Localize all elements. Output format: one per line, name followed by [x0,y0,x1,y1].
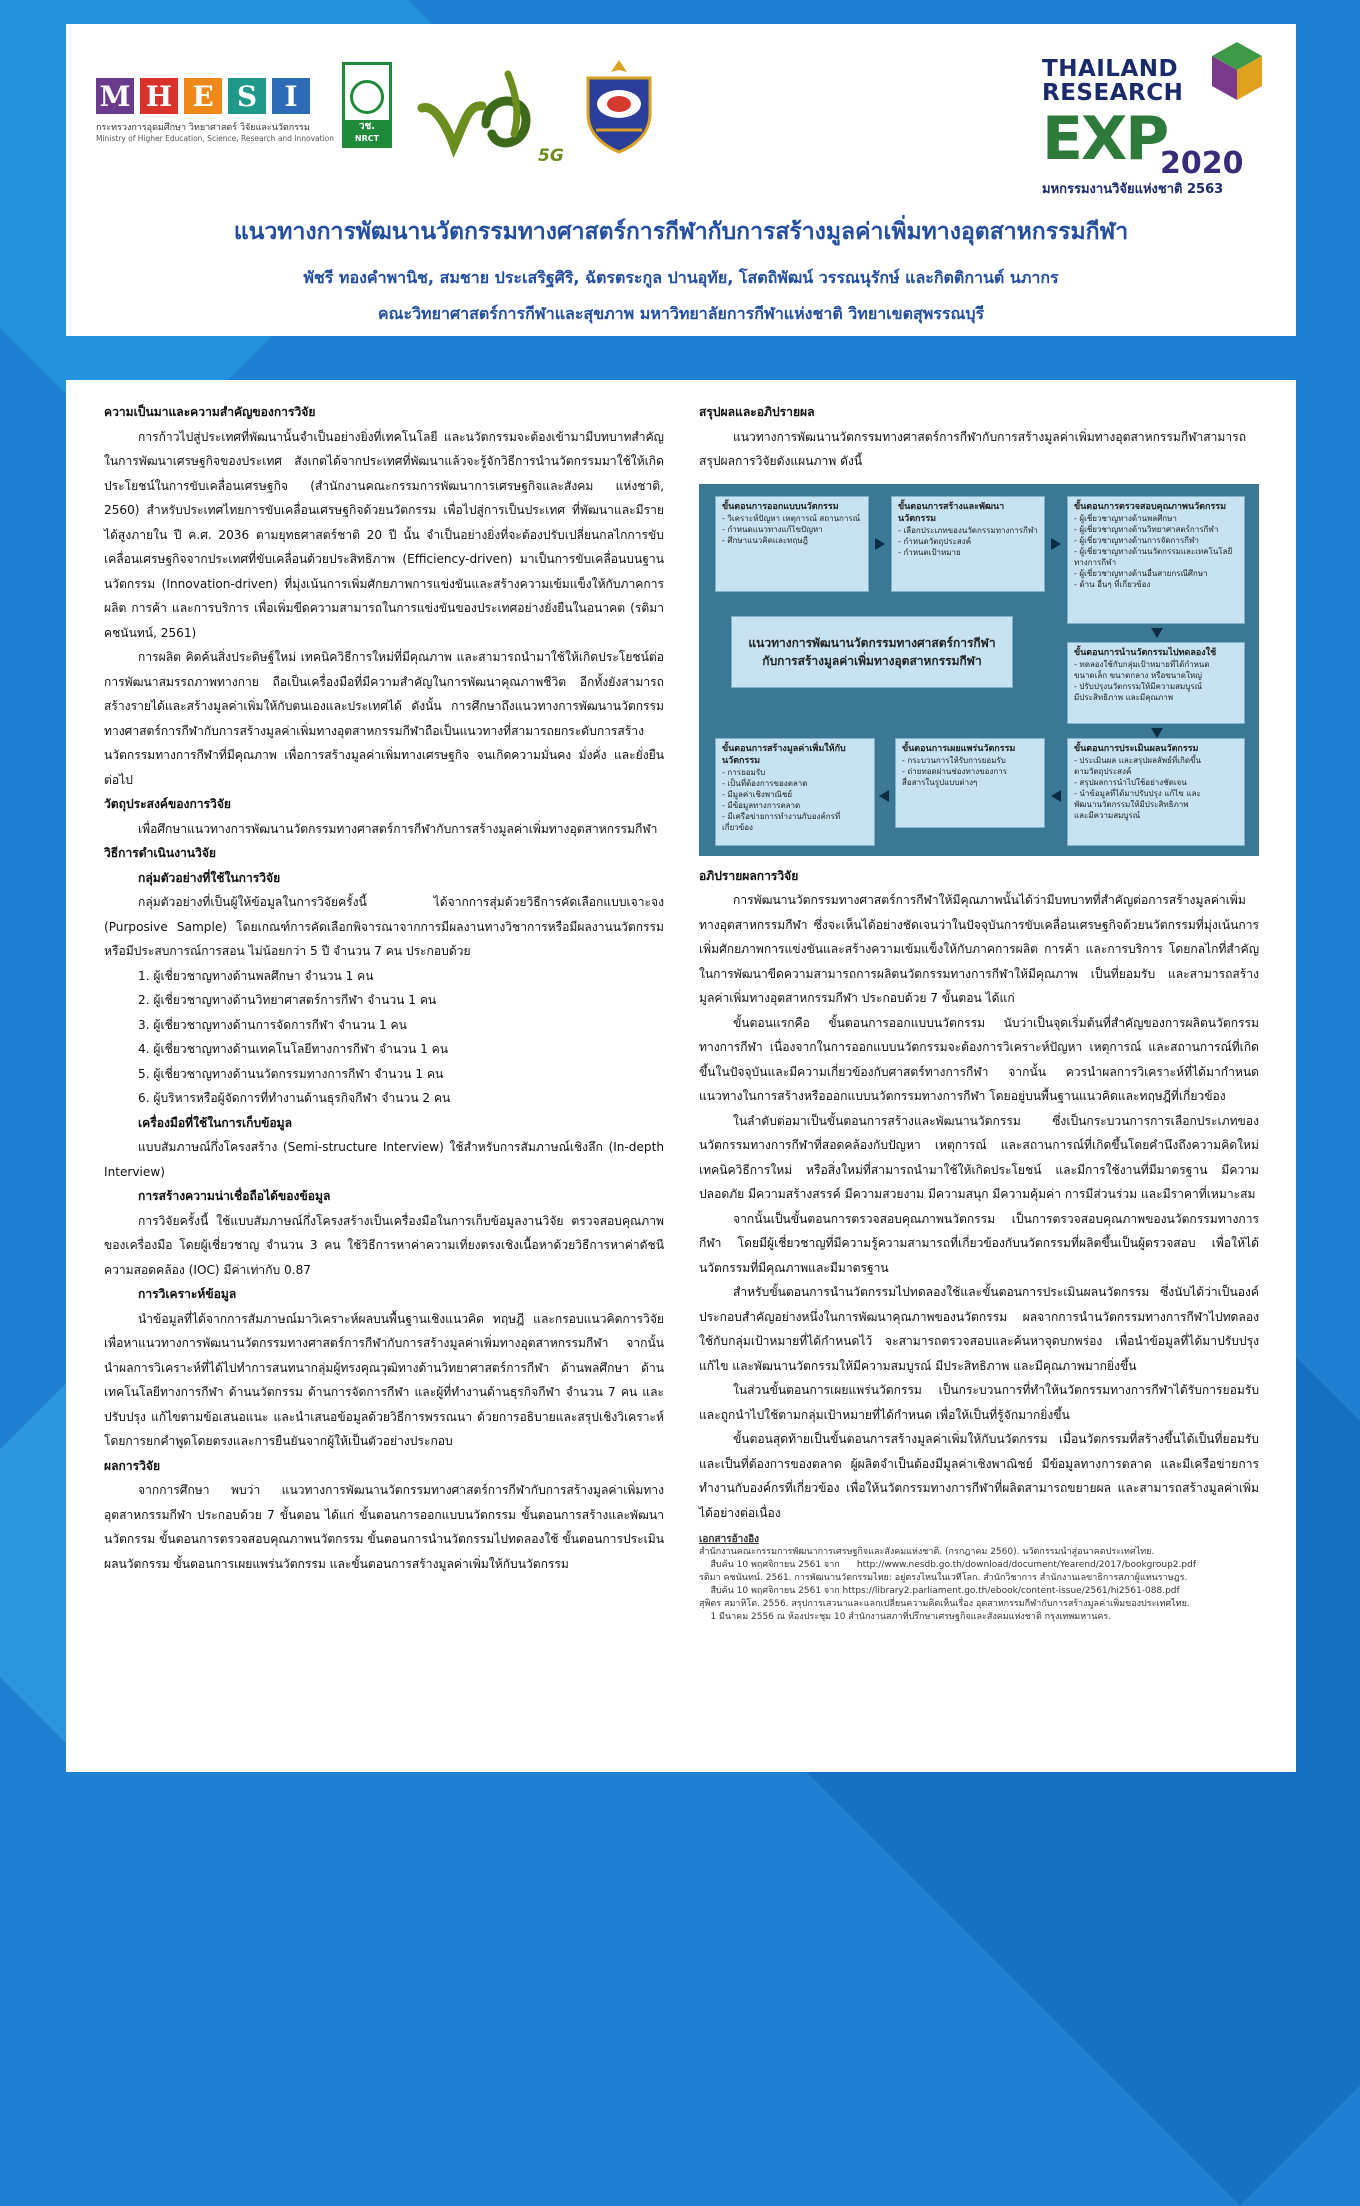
paragraph: แบบสัมภาษณ์กึ่งโครงสร้าง (Semi-structure Interview) ใช้สำหรับการสัมภาษณ์เชิงลึก (In-depth Interview) [104,1140,664,1179]
step-item: - ประเมินผล และสรุปผลลัพธ์ที่เกิดขึ้น [1074,755,1201,765]
nrct-logo [342,62,392,148]
reference-line: สำนักงานคณะกรรมการพัฒนาการเศรษฐกิจและสังคมแห่งชาติ. (กรกฎาคม 2560). นวัตกรรมนำสู่อนาคตประเทศไทย. [699,1547,1155,1557]
paragraph: ในลำดับต่อมาเป็นขั้นตอนการสร้างและพัฒนานวัตกรรม ซึ่งเป็นกระบวนการการเลือกประเภทของนวัตกรรมทางการกีฬาที่สอดคล้องกับปัญหา เหตุการณ์ และสถานการณ์ที่เกิดขึ้นโดยคำนึงถึงความคิดใหม่ เทคนิควิธีการใหม่ หรือสิ่งใหม่ที่สามารถนำมาใช้ให้เกิดประโยชน์ และมีการใช้งานที่มีมาตรฐาน มีความปลอดภัย มีความสร้างสรรค์ มีความสวยงาม มีความสนุก มีความคุ้มค่า การมีส่วนร่วม และมีราคาที่เหมาะสม [699,1113,1259,1201]
reference-line: สุพิตร สมาหิโต. 2556. สรุปการเสวนาและแลกเปลี่ยนความคิดเห็นเรื่อง อุตสาหกรรมกีฬากับการสร้างมูลค่าเพิ่มของประเทศไทย. [699,1599,1190,1609]
step-title: ขั้นตอนการนำนวัตกรรมไปทดลองใช้ [1074,647,1217,658]
center-concept-box [731,616,1013,688]
step-item: - นำข้อมูลที่ได้มาปรับปรุง แก้ไข และ [1074,788,1201,798]
paragraph: กลุ่มตัวอย่างที่เป็นผู้ให้ข้อมูลในการวิจัยครั้งนี้ ได้จากการสุ่มด้วยวิธีการคัดเลือกแบบเจาะจง (Purposive Sample) โดยเกณฑ์การคัดเลือกพิจารณาจากการมีผลงานทางวิชาการหรือมีผลงานนวัตกรรมหรือมีประสบการณ์การสอน ไม่น้อยกว่า 5 ปี จำนวน 7 คน ประกอบด้วย [104,895,664,958]
step-build-box [891,496,1045,592]
step-item: สื่อสารในรูปแบบต่างๆ [902,777,978,787]
right-column [699,400,1259,1624]
step-title: ขั้นตอนการสร้างมูลค่าเพิ่มให้กับนวัตกรรม [722,743,846,766]
step-item: - ผู้เชี่ยวชาญทางด้านนวัตกรรมและเทคโนโลยีทางการกีฬา [1074,546,1233,567]
paragraph: การผลิต คิดค้นสิ่งประดิษฐ์ใหม่ เทคนิควิธีการใหม่ที่มีคุณภาพ และสามารถนำมาใช้ให้เกิดประโยชน์ต่อการพัฒนาสมรรถภาพทางกาย ถือเป็นเครื่องมือที่มีความสำคัญในการพัฒนาคุณภาพชีวิต อีกทั้งยังสามารถสร้างรายได้และสร้างมูลค่าเพิ่มให้กับตนเองและประเทศได้ ดังนั้น การศึกษาถึงแนวทางการพัฒนานวัตกรรมทางศาสตร์การกีฬากับการสร้างมูลค่าเพิ่มทางอุตสาหกรรมกีฬาถือเป็นแนวทางที่สามารถยกระดับการสร้างนวัตกรรมทางการกีฬาที่มีคุณภาพ เพื่อการสร้างมูลค่าเพิ่มทางเศรษฐกิจ จนเกิดความมั่นคง มั่งคั่ง และยั่งยืนต่อไป [104,650,664,787]
step-title: ขั้นตอนการเผยแพร่นวัตกรรม [902,743,1016,754]
process-diagram [699,484,1259,856]
arrow-down-icon [1151,628,1163,638]
thailand-research-expo-logo [1042,38,1272,198]
mhesi-letter: M [96,78,134,114]
nrct-emblem-icon [350,80,384,114]
reference-line: สืบค้น 10 พฤศจิกายน 2561 จาก https://library2.parliament.go.th/ebook/content-issue/2561/hi2561-088.pdf [699,1586,1180,1596]
step-item: - วิเคราะห์ปัญหา เหตุการณ์ สถานการณ์ [722,513,861,523]
step-title: ขั้นตอนการสร้างและพัฒนานวัตกรรม [898,501,1005,524]
step-item: มีประสิทธิภาพ และมีคุณภาพ [1074,692,1174,702]
heading-background: ความเป็นมาและความสำคัญของการวิจัย [104,405,316,419]
step-item: - การยอมรับ [722,767,766,777]
references-title: เอกสารอ้างอิง [699,1534,759,1545]
step-item: พัฒนานวัตกรรมให้มีประสิทธิภาพ [1074,799,1189,809]
step-title: ขั้นตอนการประเมินผลนวัตกรรม [1074,743,1199,754]
paragraph: การพัฒนานวัตกรรมทางศาสตร์การกีฬาให้มีคุณภาพนั้นได้ว่ามีบทบาทที่สำคัญต่อการสร้างมูลค่าเพิ่มทางอุตสาหกรรมกีฬา ซึ่งจะเห็นได้อย่างชัดเจนว่าในปัจจุบันการขับเคลื่อนเศรษฐกิจด้วยนวัตกรรมที่มุ่งเน้นการเพิ่มศักยภาพการแข่งขันและสร้างความเข้มแข็งให้กับภาคการผลิต การค้า และการบริการ โดยกลไกที่สำคัญในการพัฒนาขีดความสามารถการผลิตนวัตกรรมทางการกีฬาให้มีคุณภาพ เป็นที่ยอมรับ และสามารถสร้างมูลค่าเพิ่มทางอุตสาหกรรมกีฬา ประกอบด้วย 7 ขั้นตอน ได้แก่ [699,893,1259,1005]
step-item: - ศึกษาแนวคิดและทฤษฎี [722,535,808,545]
expo-line-2: RESEARCH [1042,80,1184,106]
paragraph: ขั้นตอนแรกคือ ขั้นตอนการออกแบบนวัตกรรม นับว่าเป็นจุดเริ่มต้นที่สำคัญของการผลิตนวัตกรรมทางการกีฬา เนื่องจากในการออกแบบนวัตกรรมจะต้องการวิเคราะห์ปัญหา เหตุการณ์ และสถานการณ์ที่เกิดขึ้นในปัจจุบันและมีความเกี่ยวข้องกับศาสตร์ทางการกีฬา จากนั้น ควรนำผลการวิเคราะห์ที่ได้มากำหนดแนวทางในการสร้างหรือออกแบบนวัตกรรมทางการกีฬา โดยอยู่บนพื้นฐานแนวคิดและทฤษฎีที่เกี่ยวข้อง [699,1015,1259,1103]
arrow-right-icon [1051,538,1061,550]
paragraph: ขั้นตอนสุดท้ายเป็นขั้นตอนการสร้างมูลค่าเพิ่มให้กับนวัตกรรม เมื่อนวัตกรรมที่สร้างขึ้นได้เป็นที่ยอมรับ และเป็นที่ต้องการของตลาด ผู้ผลิตจำเป็นต้องมีมูลค่าเชิงพาณิชย์ มีข้อมูลทางการตลาด และมีเครือข่ายการทำงานกับองค์กรที่เกี่ยวข้อง เพื่อให้นวัตกรรมทางการกีฬาที่ผลิตสามารถขยายผล และสามารถสร้างมูลค่าเพิ่มได้อย่างต่อเนื่อง [699,1432,1259,1520]
affiliation: คณะวิทยาศาสตร์การกีฬาและสุขภาพ มหาวิทยาลัยการกีฬาแห่งชาติ วิทยาเขตสุพรรณบุรี [377,304,985,323]
step-evaluation-box [1067,738,1245,846]
step-dissemination-box [895,738,1045,828]
list-item: 3. ผู้เชี่ยวชาญทางด้านการจัดการกีฬา จำนวน 1 คน [138,1017,407,1032]
subheading-analysis: การวิเคราะห์ข้อมูล [138,1287,237,1301]
poster-header [66,24,1296,336]
list-item: 1. ผู้เชี่ยวชาญทางด้านพลศึกษา จำนวน 1 คน [138,968,374,983]
step-value-box [715,738,875,846]
mhesi-letters [96,78,356,114]
authors: พัชรี ทองคำพานิช, สมชาย ประเสริฐศิริ, ฉัตรตระกูล ปานอุทัย, โสตถิพัฒน์ วรรณนุรักษ์ และกิตติกานต์ นภากร [303,268,1059,287]
vc5g-label: 5G [538,146,564,166]
arrow-right-icon [875,538,885,550]
step-item: - ผู้เชี่ยวชาญทางด้านพลศึกษา [1074,513,1177,523]
arrow-left-icon [1051,790,1061,802]
heading-method: วิธีการดำเนินงานวิจัย [104,846,217,860]
paragraph: จากการศึกษา พบว่า แนวทางการพัฒนานวัตกรรมทางศาสตร์การกีฬากับการสร้างมูลค่าเพิ่มทางอุตสาหกรรมกีฬา ประกอบด้วย 7 ขั้นตอน ได้แก่ ขั้นตอนการออกแบบนวัตกรรม ขั้นตอนการสร้างและพัฒนานวัตกรรม ขั้นตอนการตรวจสอบคุณภาพนวัตกรรม ขั้นตอนการนำนวัตกรรมไปทดลองใช้ ขั้นตอนการประเมินผลนวัตกรรม ขั้นตอนการเผยแพร่นวัตกรรม และขั้นตอนการสร้างมูลค่าเพิ่มให้กับนวัตกรรม [104,1483,664,1571]
subheading-sample: กลุ่มตัวอย่างที่ใช้ในการวิจัย [138,870,281,885]
heading-objective: วัตถุประสงค์ของการวิจัย [104,797,232,811]
mhesi-letter: I [272,78,310,114]
step-title: ขั้นตอนการออกแบบนวัตกรรม [722,501,839,512]
left-column [104,400,664,1576]
step-item: - ผู้เชี่ยวชาญทางด้านวิทยาศาสตร์การกีฬา [1074,524,1219,534]
arrow-left-icon [879,790,889,802]
tnsu-emblem-icon [582,58,656,154]
heading-result: ผลการวิจัย [104,1458,161,1473]
step-item: และมีความสมบูรณ์ [1074,810,1141,820]
reference-line: 1 มีนาคม 2556 ณ ห้องประชุม 10 สำนักงานสภาที่ปรึกษาเศรษฐกิจและสังคมแห่งชาติ กรุงเทพมหานคร. [699,1612,1112,1622]
step-item: - ผู้เชี่ยวชาญทางด้านอื่นสายกรณีศึกษา [1074,568,1208,578]
paragraph: นำข้อมูลที่ได้จากการสัมภาษณ์มาวิเคราะห์ผลบนพื้นฐานเชิงแนวคิด ทฤษฎี และกรอบแนวคิดการวิจัย เพื่อหาแนวทางการพัฒนานวัตกรรมทางศาสตร์การกีฬากับการสร้างมูลค่าเพิ่มทางอุตสาหกรรมกีฬา จากนั้น นำผลการวิเคราะห์ที่ได้ไปทำการสนทนากลุ่มผู้ทรงคุณวุฒิทางด้านวิทยาศาสตร์การกีฬา ด้านพลศึกษา ด้านเทคโนโลยีทางการกีฬา ด้านนวัตกรรม ด้านการจัดการกีฬา และผู้ที่ทำงานด้านธุรกิจกีฬา จำนวน 7 คน และปรับปรุง แก้ไขตามข้อเสนอแนะ และนำเสนอข้อมูลด้วยวิธีการพรรณนา ด้วยการอธิบายและสรุปเชิงวิเคราะห์ โดยการยกคำพูดโดยตรงและการยืนยันจากผู้ให้เป็นตัวอย่างประกอบ [104,1311,664,1448]
mhesi-letter: S [228,78,266,114]
step-item: - ด้าน อื่นๆ ที่เกี่ยวข้อง [1074,579,1151,589]
step-item: - ทดลองใช้กับกลุ่มเป้าหมายที่ได้กำหนด [1074,659,1210,669]
step-item: - สรุปผลการนำไปใช้อย่างชัดเจน [1074,777,1187,787]
paragraph: เพื่อศึกษาแนวทางการพัฒนานวัตกรรมทางศาสตร์การกีฬากับการสร้างมูลค่าเพิ่มทางอุตสาหกรรมกีฬา [138,821,658,836]
list-item: 6. ผู้บริหารหรือผู้จัดการที่ทำงานด้านธุรกิจกีฬา จำนวน 2 คน [138,1091,451,1105]
center-line-2: กับการสร้างมูลค่าเพิ่มทางอุตสาหกรรมกีฬา [762,653,982,668]
nrct-english: NRCT [345,133,389,145]
paragraph: ในส่วนขั้นตอนการเผยแพร่นวัตกรรม เป็นกระบวนการที่ทำให้นวัตกรรมทางการกีฬาได้รับการยอมรับและถูกนำไปใช้ตามกลุ่มเป้าหมายที่ได้กำหนด เพื่อให้เป็นที่รู้จักมากยิ่งขึ้น [699,1383,1259,1422]
subheading-tool: เครื่องมือที่ใช้ในการเก็บข้อมูล [138,1115,293,1130]
expo-year: 2020 [1160,146,1244,181]
references [699,1533,1259,1624]
mhesi-english-name: Ministry of Higher Education, Science, Research and Innovation [96,134,335,143]
mhesi-letter: H [140,78,178,114]
step-item: - มีมูลค่าเชิงพาณิชย์ [722,789,793,799]
step-design-box [715,496,869,592]
step-item: - กระบวนการให้รับการยอมรับ [902,755,1006,765]
arrow-down-icon [1151,728,1163,738]
paragraph: จากนั้นเป็นขั้นตอนการตรวจสอบคุณภาพนวัตกรรม เป็นการตรวจสอบคุณภาพของนวัตกรรมทางการกีฬา โดยมีผู้เชี่ยวชาญที่มีความรู้ความสามารถที่เกี่ยวข้องกับนวัตกรรมที่ผลิตขึ้นเป็นผู้ตรวจสอบ เพื่อให้ได้นวัตกรรมที่มีคุณภาพและมีมาตรฐาน [699,1211,1259,1275]
step-item: - มีข้อมูลทางการตลาด [722,800,801,810]
nrct-thai: วช. [345,120,389,133]
step-item: - กำหนดวัตถุประสงค์ [898,536,972,546]
step-item: - มีเครือข่ายการทำงานกับองค์กรที่เกี่ยวข้อง [722,811,841,832]
list-item: 4. ผู้เชี่ยวชาญทางด้านเทคโนโลยีทางการกีฬา จำนวน 1 คน [138,1042,448,1056]
mhesi-thai-name: กระทรวงการอุดมศึกษา วิทยาศาสตร์ วิจัยและนวัตกรรม [96,123,310,133]
paragraph: การวิจัยครั้งนี้ ใช้แบบสัมภาษณ์กึ่งโครงสร้างเป็นเครื่องมือในการเก็บข้อมูลงานวิจัย ตรวจสอบคุณภาพของเครื่องมือ โดยผู้เชี่ยวชาญ จำนวน 3 คน ใช้วิธีการหาค่าความเที่ยงตรงเชิงเนื้อหาด้วยวิธีการหาค่าดัชนีความสอดคล้อง (IOC) มีค่าเท่ากับ 0.87 [104,1213,664,1277]
poster-content [66,380,1296,1772]
step-item: - กำหนดแนวทางแก้ไขปัญหา [722,524,823,534]
mhesi-letter: E [184,78,222,114]
step-trial-box [1067,642,1245,724]
expo-caption: มหกรรมงานวิจัยแห่งชาติ 2563 [1042,182,1224,197]
center-line-1: แนวทางการพัฒนานวัตกรรมทางศาสตร์การกีฬา [748,635,996,650]
step-item: ตามวัตถุประสงค์ [1074,766,1132,776]
step-title: ขั้นตอนการตรวจสอบคุณภาพนวัตกรรม [1074,501,1227,512]
step-item: ขนาดเล็ก ขนาดกลาง หรือขนาดใหญ่ [1074,670,1202,680]
mhesi-logo [96,78,356,143]
subheading-reliability: การสร้างความน่าเชื่อถือได้ของข้อมูล [138,1189,331,1203]
step-item: - ถ่ายทอดผ่านช่องทางของการ [902,766,1007,776]
step-item: - เลือกประเภทของนวัตกรรมทางการกีฬา [898,525,1038,535]
paragraph: สำหรับขั้นตอนการนำนวัตกรรมไปทดลองใช้และขั้นตอนการประเมินผลนวัตกรรม ซึ่งนับได้ว่าเป็นองค์ประกอบสำคัญอย่างหนึ่งในการพัฒนาคุณภาพของนวัตกรรม ผลจากการนำนวัตกรรมทางการกีฬาไปทดลองใช้กับกลุ่มเป้าหมายที่ได้กำหนดไว้ จะสามารถตรวจสอบและค้นหาจุดบกพร่อง เพื่อนำข้อมูลที่ได้มาปรับปรุง แก้ไข และพัฒนานวัตกรรมให้มีความสมบูรณ์ มีประสิทธิภาพ และมีคุณภาพมากยิ่งขึ้น [699,1285,1259,1373]
step-quality-box [1067,496,1245,624]
step-item: - ผู้เชี่ยวชาญทางด้านการจัดการกีฬา [1074,535,1199,545]
heading-discussion: อภิปรายผลการวิจัย [699,868,799,883]
poster-title: แนวทางการพัฒนานวัตกรรมทางศาสตร์การกีฬากับการสร้างมูลค่าเพิ่มทางอุตสาหกรรมกีฬา [233,219,1129,245]
step-item: - กำหนดเป้าหมาย [898,547,961,557]
list-item: 5. ผู้เชี่ยวชาญทางด้านนวัตกรรมทางการกีฬา จำนวน 1 คน [138,1066,444,1081]
list-item: 2. ผู้เชี่ยวชาญทางด้านวิทยาศาสตร์การกีฬา จำนวน 1 คน [138,993,437,1007]
paragraph: แนวทางการพัฒนานวัตกรรมทางศาสตร์การกีฬากับการสร้างมูลค่าเพิ่มทางอุตสาหกรรมกีฬาสามารถสรุปผลการวิจัยดังแผนภาพ ดังนี้ [699,429,1247,468]
paragraph: การก้าวไปสู่ประเทศที่พัฒนานั้นจำเป็นอย่างยิ่งที่เทคโนโลยี และนวัตกรรมจะต้องเข้ามามีบทบาทสำคัญในการพัฒนาเศรษฐกิจของประเทศ สังเกตได้จากประเทศที่พัฒนาแล้วจะรู้จักวิธีการนำนวัตกรรมมาใช้ให้เกิดประโยชน์ในการขับเคลื่อนเศรษฐกิจ (สำนักงานคณะกรรมการพัฒนาการเศรษฐกิจและสังคม แห่งชาติ, 2560) สำหรับประเทศไทยการขับเคลื่อนเศรษฐกิจด้วยนวัตกรรม เพื่อไปสู่การเป็นประเทศ ที่พัฒนาและมีรายได้สูงภายใน ปี ค.ศ. 2036 ตามยุทธศาสตร์ชาติ 20 ปี นั้น จำเป็นอย่างยิ่งที่จะต้องปรับเปลี่ยนกลไกการขับเคลื่อนเศรษฐกิจจากประเทศที่ขับเคลื่อนด้วยประสิทธิภาพ (Efficiency-driven) มาเป็นการขับเคลื่อนบนฐานนวัตกรรม (Innovation-driven) ที่มุ่งเน้นการเพิ่มศักยภาพการแข่งขันและสร้างความเข้มแข็งให้กับภาคการผลิต การค้า และการบริการ เพื่อเพิ่มขีดความสามารถในการแข่งขันของประเทศอย่างยั่งยืนในอนาคต (รติมา คชนันทน์, 2561) [104,429,664,640]
step-item: - เป็นที่ต้องการของตลาด [722,778,808,788]
expo-word: EXP [1042,104,1168,174]
reference-line: รติมา คชนันทน์. 2561. การพัฒนานวัตกรรมไทย: อยู่ตรงไหนในเวทีโลก. สำนักวิชาการ สำนักงานเลขาธิการสภาผู้แทนราษฎร. [699,1573,1188,1583]
heading-summary: สรุปผลและอภิปรายผล [699,405,815,419]
expo-line-1: THAILAND [1042,56,1179,82]
reference-line: สืบค้น 10 พฤศจิกายน 2561 จาก http://www.nesdb.go.th/download/document/Yearend/2017/bookgroup2.pdf [699,1560,1196,1570]
step-item: - ปรับปรุงนวัตกรรมให้มีความสมบูรณ์ [1074,681,1203,691]
expo-cube-icon [1202,38,1272,108]
